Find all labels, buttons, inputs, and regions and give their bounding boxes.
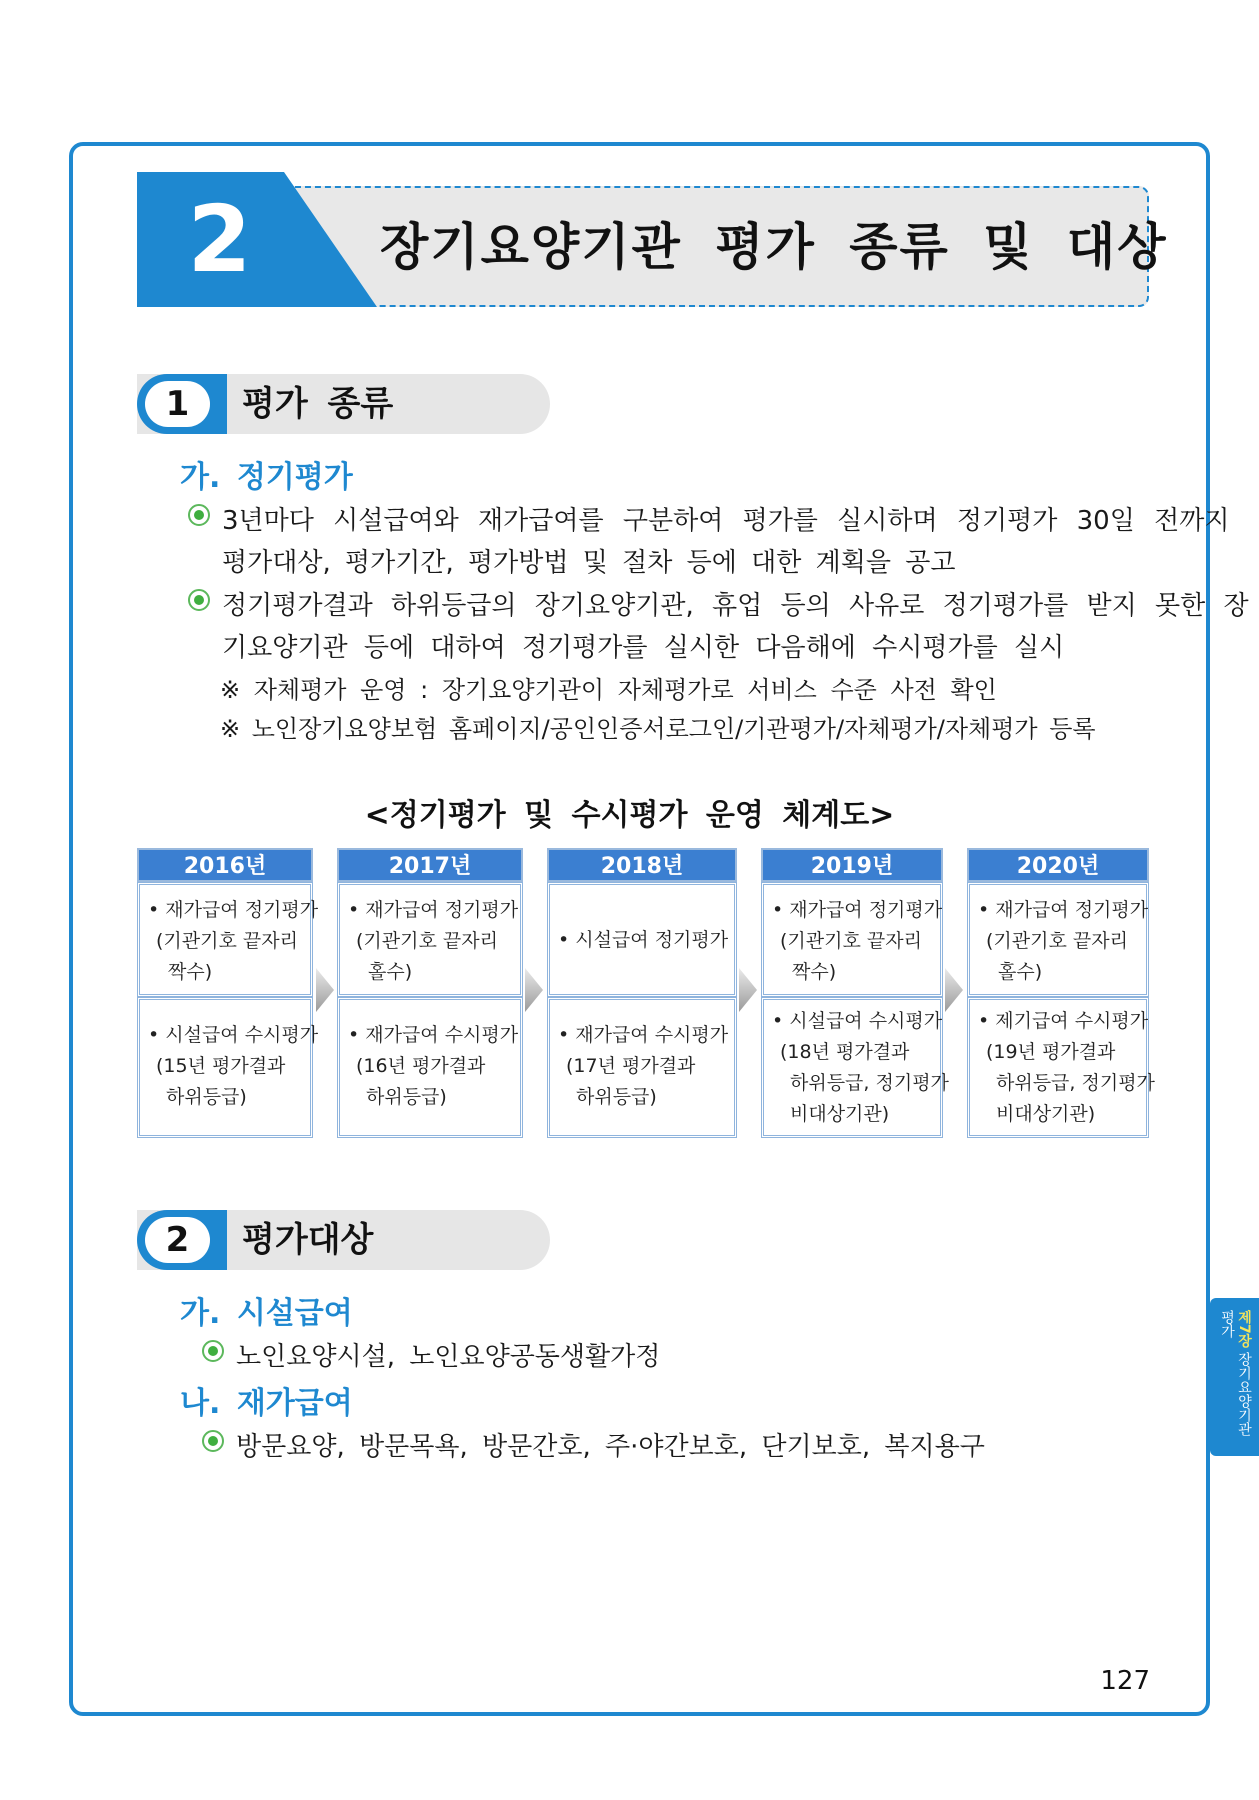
- column-bottom-cell: [337, 997, 523, 1138]
- section2-sub-a-item: 노인요양시설, 노인요양공동생활가정: [236, 1342, 661, 1372]
- section1-bullet1-line1: 3년마다 시설급여와 재가급여를 구분하여 평가를 실시하며 정기평가 30일 전까지: [222, 506, 1230, 536]
- green-bullet-icon: [188, 589, 210, 611]
- cell-line: (기관기호 끝자리: [986, 930, 1128, 952]
- column-bottom-cell: [137, 997, 319, 1138]
- side-tab-text: [1218, 1310, 1252, 1450]
- column-top-cell: [547, 882, 737, 997]
- cell-line: (기관기호 끝자리: [780, 930, 922, 952]
- cell-line: • 시설급여 정기평가: [558, 929, 729, 951]
- section1-bullet2-line1: 정기평가결과 하위등급의 장기요양기관, 휴업 등의 사유로 정기평가를 받지 못한 장: [222, 591, 1249, 621]
- column-bottom-cell: [761, 997, 949, 1138]
- section2-sub-b-item: 방문요양, 방문목욕, 방문간호, 주·야간보호, 단기보호, 복지용구: [236, 1432, 985, 1462]
- column-top-cell: [761, 882, 943, 997]
- cell-line: 하위등급): [166, 1086, 247, 1108]
- column-year: 2016년: [137, 848, 313, 882]
- cell-line: • 시설급여 수시평가: [772, 1010, 943, 1032]
- cell-line: (18년 평가결과: [780, 1041, 910, 1063]
- cell-line: 하위등급, 정기평가: [790, 1072, 949, 1094]
- cell-line: (16년 평가결과: [356, 1055, 486, 1077]
- section2-sub-a-heading: 가. 시설급여: [180, 1296, 353, 1331]
- cell-line: • 재가급여 수시평가: [348, 1024, 519, 1046]
- section1-bullet2-line2: 기요양기관 등에 대하여 정기평가를 실시한 다음해에 수시평가를 실시: [222, 633, 1065, 663]
- side-tab-chapter: 제7장: [1236, 1310, 1252, 1348]
- cell-line: 짝수): [792, 961, 837, 983]
- cell-line: 하위등급): [576, 1086, 657, 1108]
- cell-line: 하위등급, 정기평가: [996, 1072, 1155, 1094]
- cell-line: • 재가급여 정기평가: [148, 899, 319, 921]
- section1-title: 평가 종류: [242, 384, 394, 424]
- column-top-cell: [137, 882, 319, 997]
- column-top-cell: [967, 882, 1149, 997]
- diagram-column-2017: [337, 848, 523, 1138]
- cell-line: 비대상기관): [996, 1103, 1096, 1125]
- column-year: 2019년: [761, 848, 943, 882]
- diagram-column-2019: [761, 848, 949, 1138]
- chapter-number: 2: [187, 186, 252, 293]
- cell-line: (기관기호 끝자리: [156, 930, 298, 952]
- diagram-column-2018: [547, 848, 737, 1138]
- section1-note2: ※ 노인장기요양보험 홈페이지/공인인증서로그인/기관평가/자체평가/자체평가 등록: [220, 715, 1096, 743]
- column-top-cell: [337, 882, 523, 997]
- column-bottom-cell: [547, 997, 737, 1138]
- cell-line: (기관기호 끝자리: [356, 930, 498, 952]
- section1-bullet1-line2: 평가대상, 평가기간, 평가방법 및 절차 등에 대한 계획을 공고: [222, 548, 956, 578]
- cell-line: (15년 평가결과: [156, 1055, 286, 1077]
- column-year: 2018년: [547, 848, 737, 882]
- green-bullet-icon: [188, 504, 210, 526]
- chapter-title: 장기요양기관 평가 종류 및 대상: [380, 218, 1168, 276]
- column-year: 2020년: [967, 848, 1149, 882]
- section2-sub-b-heading: 나. 재가급여: [180, 1386, 353, 1421]
- section2-title: 평가대상: [242, 1220, 374, 1260]
- cell-line: 홀수): [998, 961, 1043, 983]
- cell-line: • 제기급여 수시평가: [978, 1010, 1149, 1032]
- section1-sub-a-heading: 가. 정기평가: [180, 460, 353, 495]
- cell-line: • 재가급여 정기평가: [978, 899, 1149, 921]
- cell-line: 비대상기관): [790, 1103, 890, 1125]
- cell-line: • 재가급여 정기평가: [772, 899, 943, 921]
- diagram-column-2016: [137, 848, 319, 1138]
- side-tab-label: 장기요양기관 평가: [1219, 1310, 1252, 1437]
- column-year: 2017년: [337, 848, 523, 882]
- section1-note1: ※ 자체평가 운영 : 장기요양기관이 자체평가로 서비스 수준 사전 확인: [220, 676, 997, 704]
- cell-line: 홀수): [368, 961, 413, 983]
- cell-line: (17년 평가결과: [566, 1055, 696, 1077]
- section1-number: 1: [145, 381, 210, 427]
- cell-line: • 시설급여 수시평가: [148, 1024, 319, 1046]
- cell-line: 하위등급): [366, 1086, 447, 1108]
- cell-line: • 재가급여 수시평가: [558, 1024, 729, 1046]
- section2-number: 2: [145, 1217, 210, 1263]
- cell-line: • 재가급여 정기평가: [348, 899, 519, 921]
- diagram-column-2020: [967, 848, 1155, 1138]
- column-bottom-cell: [967, 997, 1155, 1138]
- cell-line: (19년 평가결과: [986, 1041, 1116, 1063]
- green-bullet-icon: [202, 1430, 224, 1452]
- cell-line: 짝수): [168, 961, 213, 983]
- page-number: 127: [1100, 1666, 1150, 1696]
- diagram-title: <정기평가 및 수시평가 운영 체계도>: [364, 798, 895, 833]
- green-bullet-icon: [202, 1340, 224, 1362]
